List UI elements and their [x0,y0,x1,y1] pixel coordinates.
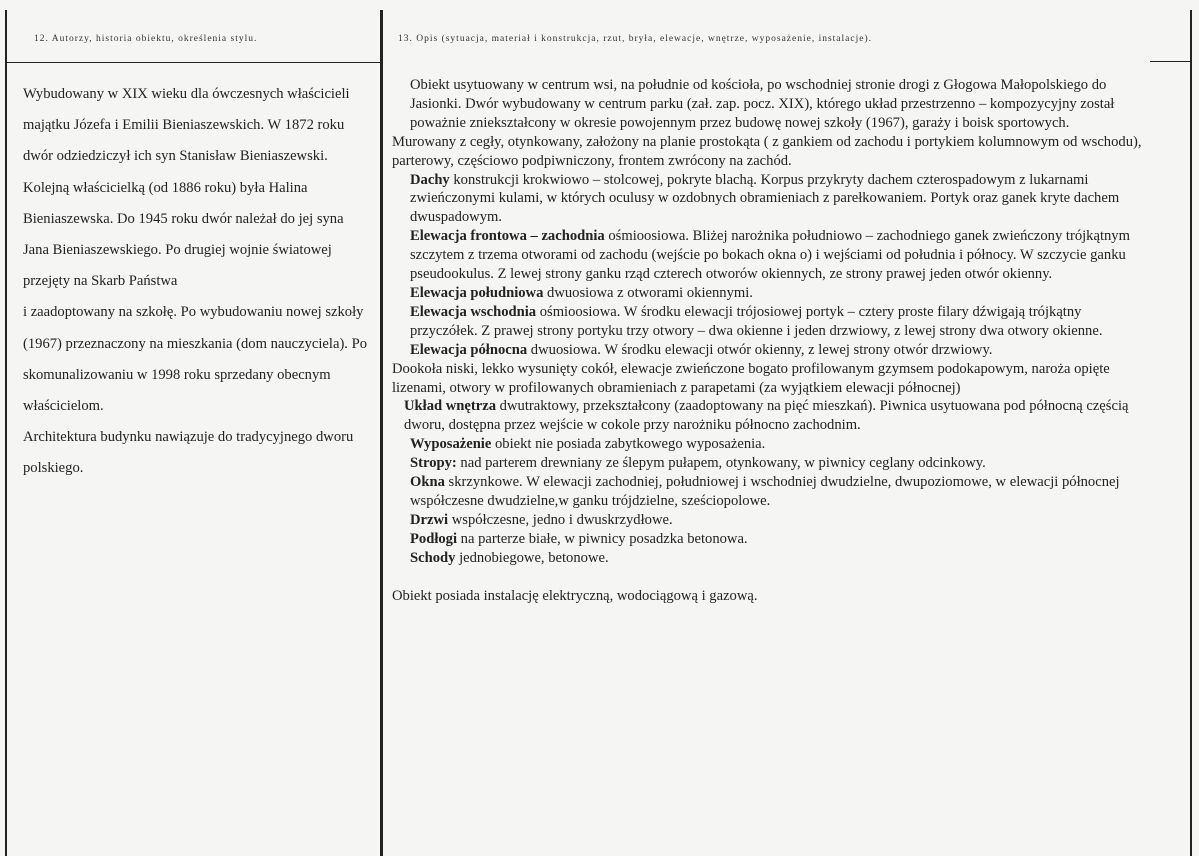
left-border [5,10,7,856]
desc-floors: Podłogi na parterze białe, w piwnicy posadzka betonowa. [410,530,748,547]
right-border [1190,10,1192,856]
history-section [23,79,373,485]
section-12-header: 12. Autorzy, historia obiektu, określenia stylu. [34,34,258,44]
desc-installations: Obiekt posiada instalację elektryczną, wodociągową i gazową. [392,587,758,604]
desc-windows: Okna skrzynkowe. W elewacji zachodniej, południowej i wschodniej dwudzielne, dwupoziomowe, w elewacji północnej współczesne dwudzielne,w ganku trójdzielne, sześciopolowe. [410,474,1120,509]
desc-location: Obiekt usytuowany w centrum wsi, na południe od kościoła, po wschodniej stronie drogi z Głogowa Małopolskiego do Jasionki. Dwór wybudowany w centrum parku (zał. zap. pocz. XIX), którego układ przestrzenno – kompozycyjny został poważnie zniekształcony w okresie powojennym przez budowę nowej szkoły (1967), garaży i boisk sportowych. [410,77,1115,131]
desc-plinth: Dookoła niski, lekko wysunięty cokół, elewacje zwieńczone bogato profilowanym gzymsem podokapowym, naroża opięte lizenami, otwory w profilowanych obramieniach z parapetami (za wyjątkiem elewacji północnej) [392,360,1110,396]
description-section [392,76,1142,605]
section-13-header: 13. Opis (sytuacja, materiał i konstrukcja, rzut, bryła, elewacje, wnętrze, wyposażenie, instalacje). [398,34,872,44]
column-divider [380,10,383,856]
desc-roofs: Dachy konstrukcji krokwiowo – stolcowej, pokryte blachą. Korpus przykryty dachem czterospadowym z lukarnami zwieńczonymi kulami, w których oculusy w ozdobnych obramieniach z parełkowaniem. Portyk oraz ganek kryte dachem dwuspadowym. [410,171,1120,226]
desc-north-elevation: Elewacja północna dwuosiowa. W środku elewacji otwór okienny, z lewej strony otwór drzwiowy. [410,341,993,358]
desc-interior: Układ wnętrza dwutraktowy, przekształcony (zaadoptowany na pięć mieszkań). Piwnica usytuowana pod północną częścią dworu, dostępna przez wejście w cokole przy narożniku północno zachodnim. [404,398,1129,434]
desc-furnishing: Wyposażenie obiekt nie posiada zabytkowego wyposażenia. [410,436,766,453]
header-rule-left [5,62,381,63]
header-rule-right [1150,61,1192,62]
desc-stairs: Schody jednobiegowe, betonowe. [410,549,609,566]
desc-ceilings: Stropy: nad parterem drewniany ze ślepym pułapem, otynkowany, w piwnicy ceglany odcinkowy. [410,455,986,472]
desc-doors: Drzwi współczesne, jedno i dwuskrzydłowe. [410,511,673,528]
history-paragraph-1: Wybudowany w XIX wieku dla ówczesnych właścicieli majątku Józefa i Emilii Bieniaszewskich. W 1872 roku dwór odziedziczył ich syn Stanisław Bieniaszewski. Kolejną właścicielką (od 1886 roku) była Halina Bieniaszewska. Do 1945 roku dwór należał do jej syna Jana Bieniaszewskiego. Po drugiej wojnie światowej przejęty na Skarb Państwa [23,86,350,290]
desc-east-elevation: Elewacja wschodnia ośmioosiowa. W środku elewacji trójosiowej portyk – cztery proste filary dźwigają trójkątny przyczółek. Z prawej strony portyku trzy otwory – dwa okienne i jeden drzwiowy, z lewej strony dwa otwory okienne. [410,303,1103,339]
desc-south-elevation: Elewacja południowa dwuosiowa z otworami okiennymi. [410,284,753,301]
history-paragraph-2: i zaadoptowany na szkołę. Po wybudowaniu nowej szkoły (1967) przeznaczony na mieszkania (dom nauczyciela). Po skomunalizowaniu w 1998 roku sprzedany obecnym właścicielom. [23,304,368,415]
desc-front-elevation: Elewacja frontowa – zachodnia ośmioosiowa. Bliżej narożnika południowo – zachodniego ganek zwieńczony trójkątnym szczytem z trzema otworami od zachodu (wejście po bokach okna o) i wejściami od południa i północy. W szczycie ganku pseudookulus. Z lewej strony ganku rząd czterech otworów okiennych, ze strony prawej jeden otwór okienny. [410,228,1130,283]
desc-construction: Murowany z cegły, otynkowany, założony na planie prostokąta ( z gankiem od zachodu i portykiem kolumnowym od wschodu), parterowy, częściowo podpiwniczony, frontem zwrócony na zachód. [392,133,1142,169]
history-paragraph-3: Architektura budynku nawiązuje do tradycyjnego dworu polskiego. [23,429,354,477]
